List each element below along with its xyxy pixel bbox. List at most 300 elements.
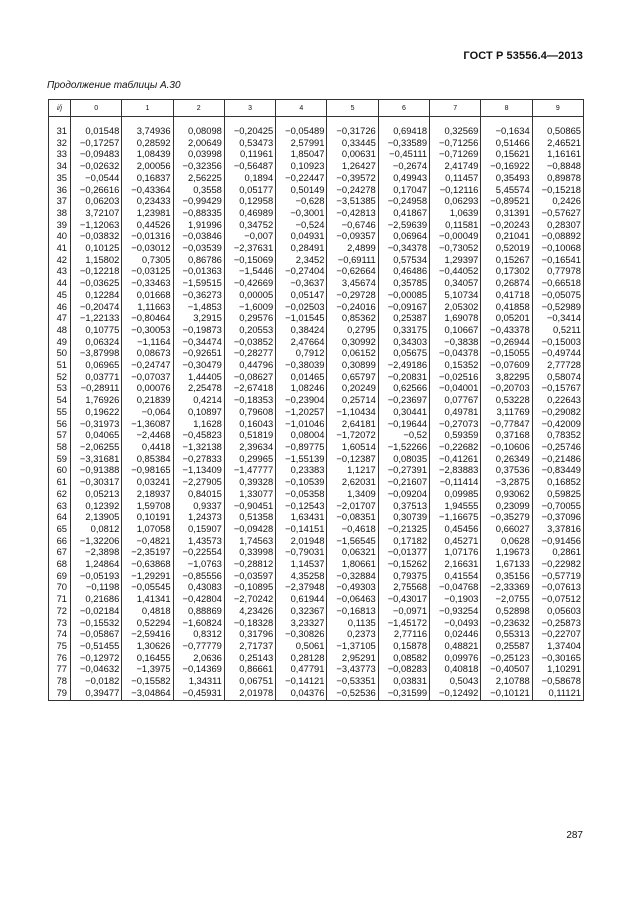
table-cell: −0,01363 xyxy=(173,265,224,277)
table-cell: −0,03846 xyxy=(173,230,224,242)
row-index: 60 xyxy=(49,464,71,476)
row-index: 78 xyxy=(49,675,71,687)
table-cell: −0,23697 xyxy=(378,394,429,406)
page-number: 287 xyxy=(566,830,583,841)
table-cell: −0,04378 xyxy=(430,347,481,359)
table-cell: −2,59416 xyxy=(122,628,173,640)
table-cell: −0,42669 xyxy=(224,277,275,289)
table-cell: −0,88335 xyxy=(173,207,224,219)
table-cell: 0,41867 xyxy=(378,207,429,219)
table-cell: 0,20249 xyxy=(327,382,378,394)
row-index: 54 xyxy=(49,394,71,406)
column-header-index: i/j xyxy=(49,100,71,117)
table-cell: −1,59515 xyxy=(173,277,224,289)
table-cell: 0,8312 xyxy=(173,628,224,640)
table-row xyxy=(49,137,584,149)
table-cell: −0,07609 xyxy=(481,359,532,371)
table-cell: −0,04001 xyxy=(430,382,481,394)
table-cell: 0,10897 xyxy=(173,406,224,418)
table-cell: −3,87998 xyxy=(71,347,122,359)
table-cell: 0,85362 xyxy=(327,312,378,324)
table-cell: 1,37404 xyxy=(532,640,583,652)
table-cell: 0,86786 xyxy=(173,254,224,266)
table-cell: 4,23426 xyxy=(224,605,275,617)
table-cell: −2,70242 xyxy=(224,593,275,605)
table-cell: 0,34057 xyxy=(430,277,481,289)
table-cell: −0,38039 xyxy=(276,359,327,371)
table-cell: −0,43364 xyxy=(122,184,173,196)
table-cell: −0,32356 xyxy=(173,160,224,172)
table-cell: −1,45172 xyxy=(378,617,429,629)
row-index: 73 xyxy=(49,617,71,629)
table-cell: 0,15352 xyxy=(430,359,481,371)
table-row xyxy=(49,312,584,324)
table-cell: 0,04376 xyxy=(276,687,327,701)
table-cell: 0,29965 xyxy=(224,453,275,465)
table-cell: −0,21325 xyxy=(378,523,429,535)
table-row xyxy=(49,347,584,359)
table-row xyxy=(49,406,584,418)
table-cell: −0,23904 xyxy=(276,394,327,406)
table-cell: −0,30053 xyxy=(122,324,173,336)
table-row xyxy=(49,687,584,701)
table-cell: 2,64181 xyxy=(327,418,378,430)
table-cell: −0,05867 xyxy=(71,628,122,640)
table-cell: −0,06463 xyxy=(327,593,378,605)
table-row xyxy=(49,617,584,629)
table-cell: −0,14151 xyxy=(276,523,327,535)
row-index: 53 xyxy=(49,382,71,394)
table-cell: 0,58074 xyxy=(532,371,583,383)
table-cell: 1,33077 xyxy=(224,488,275,500)
table-cell: 1,26427 xyxy=(327,160,378,172)
table-cell: 0,23433 xyxy=(122,195,173,207)
table-cell: 0,09976 xyxy=(430,652,481,664)
table-cell: −0,89775 xyxy=(276,441,327,453)
table-cell: 0,33998 xyxy=(224,546,275,558)
table-cell: 1,23981 xyxy=(122,207,173,219)
table-row xyxy=(49,359,584,371)
table-cell: 0,50865 xyxy=(532,117,583,137)
row-index: 45 xyxy=(49,289,71,301)
table-cell: 0,34752 xyxy=(224,219,275,231)
table-cell: 0,51358 xyxy=(224,511,275,523)
row-index: 34 xyxy=(49,160,71,172)
table-cell: −0,31599 xyxy=(378,687,429,701)
table-cell: 0,06965 xyxy=(71,359,122,371)
table-cell: −0,41261 xyxy=(430,453,481,465)
table-cell: −0,15218 xyxy=(532,184,583,196)
column-header: 9 xyxy=(532,100,583,117)
table-cell: 3,72107 xyxy=(71,207,122,219)
table-cell: 0,07767 xyxy=(430,394,481,406)
table-cell: −0,20831 xyxy=(378,371,429,383)
table-cell: −0,22982 xyxy=(532,558,583,570)
table-cell: −0,93254 xyxy=(430,605,481,617)
table-cell: 0,12284 xyxy=(71,289,122,301)
table-cell: −0,09428 xyxy=(224,523,275,535)
table-cell: 1,15802 xyxy=(71,254,122,266)
table-cell: 0,15267 xyxy=(481,254,532,266)
table-cell: −0,53351 xyxy=(327,675,378,687)
table-cell: 0,59825 xyxy=(532,488,583,500)
table-cell: −0,58678 xyxy=(532,675,583,687)
table-cell: −0,01377 xyxy=(378,546,429,558)
table-cell: −0,20425 xyxy=(224,117,275,137)
table-cell: 0,79608 xyxy=(224,406,275,418)
row-index: 67 xyxy=(49,546,71,558)
table-cell: 0,1894 xyxy=(224,172,275,184)
table-cell: 0,26349 xyxy=(481,453,532,465)
table-cell: 0,93062 xyxy=(481,488,532,500)
table-cell: −0,6746 xyxy=(327,219,378,231)
table-cell: −0,09357 xyxy=(327,230,378,242)
row-index: 68 xyxy=(49,558,71,570)
table-cell: −3,43773 xyxy=(327,663,378,675)
table-cell: 0,06293 xyxy=(430,195,481,207)
row-index: 57 xyxy=(49,429,71,441)
table-cell: 0,10125 xyxy=(71,242,122,254)
table-cell: −0,39572 xyxy=(327,172,378,184)
row-index: 51 xyxy=(49,359,71,371)
table-cell: −1,3975 xyxy=(122,663,173,675)
table-cell: −1,72072 xyxy=(327,429,378,441)
table-cell: −1,12063 xyxy=(71,219,122,231)
table-row xyxy=(49,441,584,453)
table-cell: −0,89521 xyxy=(481,195,532,207)
table-cell: 0,08673 xyxy=(122,347,173,359)
table-cell: 0,46486 xyxy=(378,265,429,277)
table-cell: 0,21041 xyxy=(481,230,532,242)
table-row xyxy=(49,301,584,313)
table-cell: 0,55313 xyxy=(481,628,532,640)
table-cell: −0,08892 xyxy=(532,230,583,242)
table-cell: −0,71269 xyxy=(430,148,481,160)
table-cell: 0,04065 xyxy=(71,429,122,441)
table-cell: 0,59359 xyxy=(430,429,481,441)
table-cell: 0,00076 xyxy=(122,382,173,394)
row-index: 48 xyxy=(49,324,71,336)
table-cell: −2,3898 xyxy=(71,546,122,558)
table-row xyxy=(49,675,584,687)
table-cell: 0,10923 xyxy=(276,160,327,172)
row-index: 79 xyxy=(49,687,71,701)
table-cell: 2,77728 xyxy=(532,359,583,371)
table-cell: 0,2373 xyxy=(327,628,378,640)
table-cell: 0,08582 xyxy=(378,652,429,664)
table-cell: 1,1217 xyxy=(327,464,378,476)
table-cell: −0,32884 xyxy=(327,570,378,582)
table-cell: 0,28491 xyxy=(276,242,327,254)
table-cell: 0,66027 xyxy=(481,523,532,535)
table-cell: 1,41341 xyxy=(122,593,173,605)
column-header: 1 xyxy=(122,100,173,117)
table-cell: −0,33463 xyxy=(122,277,173,289)
table-cell: −0,19644 xyxy=(378,418,429,430)
table-row xyxy=(49,289,584,301)
table-cell: −0,22554 xyxy=(173,546,224,558)
table-cell: 0,9337 xyxy=(173,500,224,512)
table-cell: 1,07176 xyxy=(430,546,481,558)
table-row xyxy=(49,324,584,336)
table-cell: −0,15003 xyxy=(532,336,583,348)
table-cell: 0,41554 xyxy=(430,570,481,582)
table-cell: 0,0628 xyxy=(481,535,532,547)
table-cell: −0,10895 xyxy=(224,581,275,593)
table-cell: 3,37816 xyxy=(532,523,583,535)
table-cell: 0,10667 xyxy=(430,324,481,336)
table-cell: 0,00005 xyxy=(224,289,275,301)
table-cell: −0,02503 xyxy=(276,301,327,313)
table-cell: −0,12543 xyxy=(276,500,327,512)
table-row xyxy=(49,453,584,465)
table-cell: 0,28592 xyxy=(122,137,173,149)
table-cell: −2,67418 xyxy=(224,382,275,394)
table-cell: 1,69078 xyxy=(430,312,481,324)
table-cell: 1,63431 xyxy=(276,511,327,523)
table-cell: −0,02184 xyxy=(71,605,122,617)
table-row xyxy=(49,207,584,219)
table-cell: −0,08627 xyxy=(224,371,275,383)
table-cell: −0,57627 xyxy=(532,207,583,219)
table-cell: 0,53228 xyxy=(481,394,532,406)
table-cell: 2,18937 xyxy=(122,488,173,500)
table-cell: 0,21839 xyxy=(122,394,173,406)
table-cell: −0,45823 xyxy=(173,429,224,441)
table-row xyxy=(49,628,584,640)
table-cell: 0,22643 xyxy=(532,394,583,406)
table-cell: 0,08098 xyxy=(173,117,224,137)
table-cell: −0,33589 xyxy=(378,137,429,149)
table-cell: 0,31391 xyxy=(481,207,532,219)
table-cell: −1,1164 xyxy=(122,336,173,348)
table-cell: −0,3414 xyxy=(532,312,583,324)
column-header: 4 xyxy=(276,100,327,117)
table-cell: 2,00056 xyxy=(122,160,173,172)
table-cell: 0,06321 xyxy=(327,546,378,558)
table-cell: 5,45574 xyxy=(481,184,532,196)
table-cell: −0,49744 xyxy=(532,347,583,359)
table-cell: 0,48821 xyxy=(430,640,481,652)
table-cell: −0,37096 xyxy=(532,511,583,523)
document-code: ГОСТ Р 53556.4—2013 xyxy=(463,50,583,62)
table-cell: 2,95291 xyxy=(327,652,378,664)
table-cell: −0,34378 xyxy=(378,242,429,254)
table-cell: −0,27833 xyxy=(173,453,224,465)
table-cell: −0,10068 xyxy=(532,242,583,254)
table-cell: −0,4618 xyxy=(327,523,378,535)
table-row xyxy=(49,254,584,266)
table-cell: −0,14369 xyxy=(173,663,224,675)
table-cell: 0,00631 xyxy=(327,148,378,160)
table-cell: 0,11457 xyxy=(430,172,481,184)
table-cell: 2,41749 xyxy=(430,160,481,172)
table-cell: −0,03832 xyxy=(71,230,122,242)
table-cell: 0,25143 xyxy=(224,652,275,664)
table-cell: 0,06152 xyxy=(327,347,378,359)
table-cell: −0,1198 xyxy=(71,581,122,593)
table-cell: 2,75568 xyxy=(378,581,429,593)
table-cell: 1,94555 xyxy=(430,500,481,512)
table-cell: −2,49186 xyxy=(378,359,429,371)
table-cell: 0,01465 xyxy=(276,371,327,383)
table-cell: 0,43083 xyxy=(173,581,224,593)
table-cell: −0,05193 xyxy=(71,570,122,582)
row-index: 56 xyxy=(49,418,71,430)
table-cell: 0,28307 xyxy=(532,219,583,231)
table-row xyxy=(49,546,584,558)
table-cell: 0,57534 xyxy=(378,254,429,266)
table-cell: 1,3409 xyxy=(327,488,378,500)
row-index: 71 xyxy=(49,593,71,605)
row-index: 75 xyxy=(49,640,71,652)
table-cell: 3,74936 xyxy=(122,117,173,137)
table-cell: −0,07613 xyxy=(532,581,583,593)
column-header: 8 xyxy=(481,100,532,117)
table-cell: 0,4418 xyxy=(122,441,173,453)
table-cell: −0,09204 xyxy=(378,488,429,500)
table-cell: 2,62031 xyxy=(327,476,378,488)
table-cell: −0,40507 xyxy=(481,663,532,675)
table-cell: −0,20243 xyxy=(481,219,532,231)
table-cell: 0,03241 xyxy=(122,476,173,488)
table-cell: −0,15532 xyxy=(71,617,122,629)
table-cell: −0,85556 xyxy=(173,570,224,582)
table-cell: −1,01545 xyxy=(276,312,327,324)
table-cell: −0,007 xyxy=(224,230,275,242)
table-cell: 2,39634 xyxy=(224,441,275,453)
table-cell: −1,5446 xyxy=(224,265,275,277)
table-cell: −0,44052 xyxy=(430,265,481,277)
table-cell: −1,13409 xyxy=(173,464,224,476)
table-cell: 0,7305 xyxy=(122,254,173,266)
table-cell: 0,2795 xyxy=(327,324,378,336)
table-cell: 0,30992 xyxy=(327,336,378,348)
table-cell: 0,69418 xyxy=(378,117,429,137)
table-cell: 0,86661 xyxy=(224,663,275,675)
row-index: 37 xyxy=(49,195,71,207)
table-cell: 0,17047 xyxy=(378,184,429,196)
table-cell: −0,02632 xyxy=(71,160,122,172)
table-cell: 0,11961 xyxy=(224,148,275,160)
table-cell: 1,67133 xyxy=(481,558,532,570)
table-cell: 1,29397 xyxy=(430,254,481,266)
table-cell: 1,60514 xyxy=(327,441,378,453)
table-cell: 0,05147 xyxy=(276,289,327,301)
table-cell: 2,0636 xyxy=(173,652,224,664)
table-cell: −3,2875 xyxy=(481,476,532,488)
table-row xyxy=(49,488,584,500)
table-cell: −0,04768 xyxy=(430,581,481,593)
table-cell: −0,24958 xyxy=(378,195,429,207)
table-cell: −0,51455 xyxy=(71,640,122,652)
table-cell: 0,53473 xyxy=(224,137,275,149)
table-cell: −0,42804 xyxy=(173,593,224,605)
table-row xyxy=(49,394,584,406)
table-cell: 1,34311 xyxy=(173,675,224,687)
table-cell: 0,06964 xyxy=(378,230,429,242)
table-cell: 0,45456 xyxy=(430,523,481,535)
row-index: 72 xyxy=(49,605,71,617)
column-header: 6 xyxy=(378,100,429,117)
table-cell: −1,22133 xyxy=(71,312,122,324)
table-cell: −1,16675 xyxy=(430,511,481,523)
table-cell: 1,30626 xyxy=(122,640,173,652)
table-cell: −1,47777 xyxy=(224,464,275,476)
table-cell: −0,10121 xyxy=(481,687,532,701)
table-cell: −0,2674 xyxy=(378,160,429,172)
table-row xyxy=(49,464,584,476)
row-index: 59 xyxy=(49,453,71,465)
table-row xyxy=(49,511,584,523)
table-row xyxy=(49,593,584,605)
table-cell: 1,08439 xyxy=(122,148,173,160)
table-cell: 0,05201 xyxy=(481,312,532,324)
row-index: 40 xyxy=(49,230,71,242)
table-cell: −0,19873 xyxy=(173,324,224,336)
table-cell: 0,46989 xyxy=(224,207,275,219)
table-row xyxy=(49,371,584,383)
table-cell: 0,3558 xyxy=(173,184,224,196)
table-cell: 0,49781 xyxy=(430,406,481,418)
table-cell: 2,05302 xyxy=(430,301,481,313)
table-row xyxy=(49,184,584,196)
table-cell: −0,1634 xyxy=(481,117,532,137)
table-cell: −0,22707 xyxy=(532,628,583,640)
table-cell: 0,26874 xyxy=(481,277,532,289)
table-cell: −0,71256 xyxy=(430,137,481,149)
table-cell: 0,77978 xyxy=(532,265,583,277)
table-cell: −0,01316 xyxy=(122,230,173,242)
table-cell: 2,71737 xyxy=(224,640,275,652)
table-cell: −0,30165 xyxy=(532,652,583,664)
table-cell: 0,08035 xyxy=(378,453,429,465)
table-cell: 0,44796 xyxy=(224,359,275,371)
table-cell: −0,02516 xyxy=(430,371,481,383)
table-cell: 1,59708 xyxy=(122,500,173,512)
row-index: 39 xyxy=(49,219,71,231)
data-table xyxy=(48,99,584,701)
table-cell: −0,28277 xyxy=(224,347,275,359)
table-cell: 0,25387 xyxy=(378,312,429,324)
table-cell: 0,78352 xyxy=(532,429,583,441)
row-index: 42 xyxy=(49,254,71,266)
row-index: 49 xyxy=(49,336,71,348)
table-cell: 1,16161 xyxy=(532,148,583,160)
table-cell: 0,06751 xyxy=(224,675,275,687)
table-cell: 0,2861 xyxy=(532,546,583,558)
table-cell: −2,4468 xyxy=(122,429,173,441)
table-row xyxy=(49,429,584,441)
table-cell: −1,52266 xyxy=(378,441,429,453)
table-cell: 1,14537 xyxy=(276,558,327,570)
table-cell: −0,27391 xyxy=(378,464,429,476)
row-index: 44 xyxy=(49,277,71,289)
table-cell: −0,03597 xyxy=(224,570,275,582)
table-cell: −0,30317 xyxy=(71,476,122,488)
table-cell: 0,61944 xyxy=(276,593,327,605)
table-cell: 0,84015 xyxy=(173,488,224,500)
table-cell: 0,34303 xyxy=(378,336,429,348)
table-cell: −0,83449 xyxy=(532,464,583,476)
table-cell: 0,37513 xyxy=(378,500,429,512)
table-cell: 0,21686 xyxy=(71,593,122,605)
table-cell: 0,31796 xyxy=(224,628,275,640)
row-index: 50 xyxy=(49,347,71,359)
table-cell: −0,09167 xyxy=(378,301,429,313)
table-header xyxy=(49,100,584,117)
table-row xyxy=(49,500,584,512)
